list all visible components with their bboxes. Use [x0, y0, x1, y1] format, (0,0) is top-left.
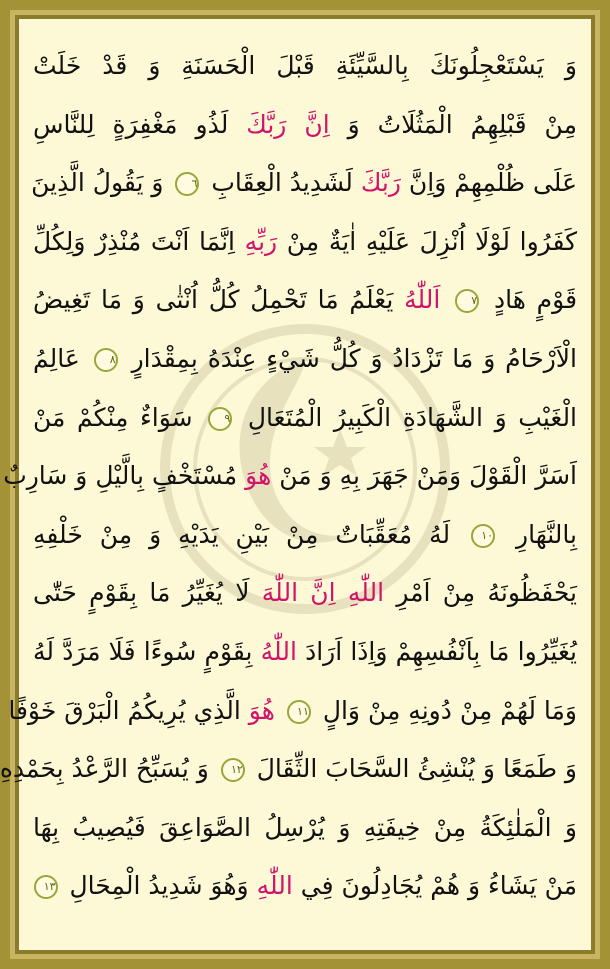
verse-text: كَفَرُوا لَوْلَا اُنْزِلَ عَلَيْهِ اٰيَةٌ مِنْ [277, 226, 577, 256]
text-line [33, 96, 577, 155]
verse-text: وَمَا لَهُمْ مِنْ دُونِهِ مِنْ وَالٍ [322, 695, 577, 725]
verse-text: لَهُ مُعَقِّبَاتٌ مِنْ بَيْنِ يَدَيْهِ وَ مِنْ خَلْفِهِ [33, 519, 451, 549]
ayah-number-marker: ٦ [175, 172, 199, 196]
verse-text: عَلَى ظُلْمِهِمْ وَاِنَّ [400, 168, 577, 198]
highlighted-word: رَبِّهِ [244, 226, 278, 256]
ayah-number-marker: ٨ [94, 348, 118, 372]
ayah-number-marker: ١٣ [34, 875, 58, 899]
text-line [33, 37, 577, 96]
text-line [33, 271, 577, 330]
text-line [33, 330, 577, 389]
text-line [33, 799, 577, 858]
ayah-number-marker: ١٠ [471, 524, 495, 548]
text-line [33, 154, 577, 213]
highlighted-word: اللّٰهِ [256, 871, 293, 901]
ayah-number-marker: ٧ [455, 289, 479, 313]
verse-text: مَنْ يَشَاءُ وَ هُمْ يُجَادِلُونَ فِي [292, 871, 577, 901]
text-line [3, 447, 577, 506]
verse-text: وَهُوَ شَدِيدُ الْمِحَالِ [69, 871, 249, 901]
verse-text: عَالِمُ [33, 343, 80, 373]
verse-text: لَذُو مَغْفِرَةٍ لِلنَّاسِ [33, 109, 229, 139]
text-line [33, 623, 577, 682]
highlighted-word: اَللّٰهُ [404, 285, 441, 315]
verse-text: بِالنَّهَارِ [516, 519, 577, 549]
verse-text: اِنَّمَا اَنْتَ مُنْذِرٌ وَلِكُلِّ [33, 226, 235, 256]
ayah-number-marker: ٩ [208, 407, 232, 431]
verse-text: قَوْمٍ هَادٍ [493, 285, 578, 315]
verse-text: الْاَرْحَامُ وَ مَا تَزْدَادُ وَ كُلُّ شَيْءٍ عِنْدَهُ بِمِقْدَارٍ [131, 343, 577, 373]
verse-text: لَشَدِيدُ الْعِقَابِ [211, 168, 353, 198]
highlighted-word: اِنَّ رَبَّكَ [246, 109, 330, 139]
ayah-number-marker: ١١ [287, 700, 311, 724]
verse-text: سَوَاءٌ مِنْكُمْ مَنْ [33, 402, 193, 432]
verse-text: الْغَيْبِ وَ الشَّهَادَةِ الْكَبِيرُ الْمُتَعَالِ [247, 402, 578, 432]
highlighted-word: اِنَّ اللّٰهَ [261, 578, 336, 608]
verse-text: اَسَرَّ الْقَوْلَ وَمَنْ جَهَرَ بِهِ وَ مَنْ [271, 461, 577, 491]
highlighted-word: هُوَ [248, 695, 275, 725]
verse-text: بِقَوْمٍ سُوءًا فَلَا مَرَدَّ لَهُ [33, 636, 253, 666]
text-line [33, 506, 577, 565]
ayah-number-marker: ١٢ [221, 758, 245, 782]
text-line [8, 682, 577, 741]
mushaf-page [0, 19, 591, 950]
highlighted-word: هُوَ [245, 461, 272, 491]
text-line [33, 389, 577, 448]
verse-text: يَعْلَمُ مَا تَحْمِلُ كُلُّ اُنْثٰى وَ مَا تَغِيضُ [33, 285, 394, 315]
highlighted-word: اللّٰهُ [260, 636, 297, 666]
verse-text: يُغَيِّرُوا مَا بِاَنْفُسِهِمْ وَاِذَا اَرَادَ [296, 636, 577, 666]
verse-text: لَا يُغَيِّرُ مَا بِقَوْمٍ حَتّٰى [33, 578, 250, 608]
text-line [33, 857, 577, 916]
verse-text: وَ يُسَبِّحُ الرَّعْدُ بِحَمْدِهِ [0, 754, 209, 784]
verse-text: وَ طَمَعًا وَ يُنْشِئُ السَّحَابَ الثِّقَالَ [256, 754, 577, 784]
verse-text: وَ الْمَلٰئِكَةُ مِنْ خِيفَتِهِ وَ يُرْسِلُ الصَّوَاعِقَ فَيُصِيبُ بِهَا [33, 812, 577, 842]
quran-text-block [0, 37, 578, 916]
text-line [0, 740, 577, 799]
text-line [33, 564, 577, 623]
verse-text: الَّذِي يُرِيكُمُ الْبَرْقَ خَوْفًا [8, 695, 241, 725]
verse-text: مِنْ قَبْلِهِمُ الْمَثُلَاتُ وَ [329, 109, 577, 139]
text-line [33, 213, 577, 272]
highlighted-word: اللّٰهِ [347, 578, 385, 608]
highlighted-word: رَبَّكَ [360, 168, 401, 198]
verse-text: وَ يَسْتَعْجِلُونَكَ بِالسَّيِّئَةِ قَبْلَ الْحَسَنَةِ وَ قَدْ خَلَتْ [33, 51, 577, 80]
verse-text: وَ يَقُولُ الَّذِينَ [31, 168, 164, 198]
verse-text: يَحْفَظُونَهُ مِنْ اَمْرِ [384, 578, 577, 608]
verse-text: مُسْتَخْفٍ بِالَّيْلِ وَ سَارِبٌ [3, 461, 238, 491]
